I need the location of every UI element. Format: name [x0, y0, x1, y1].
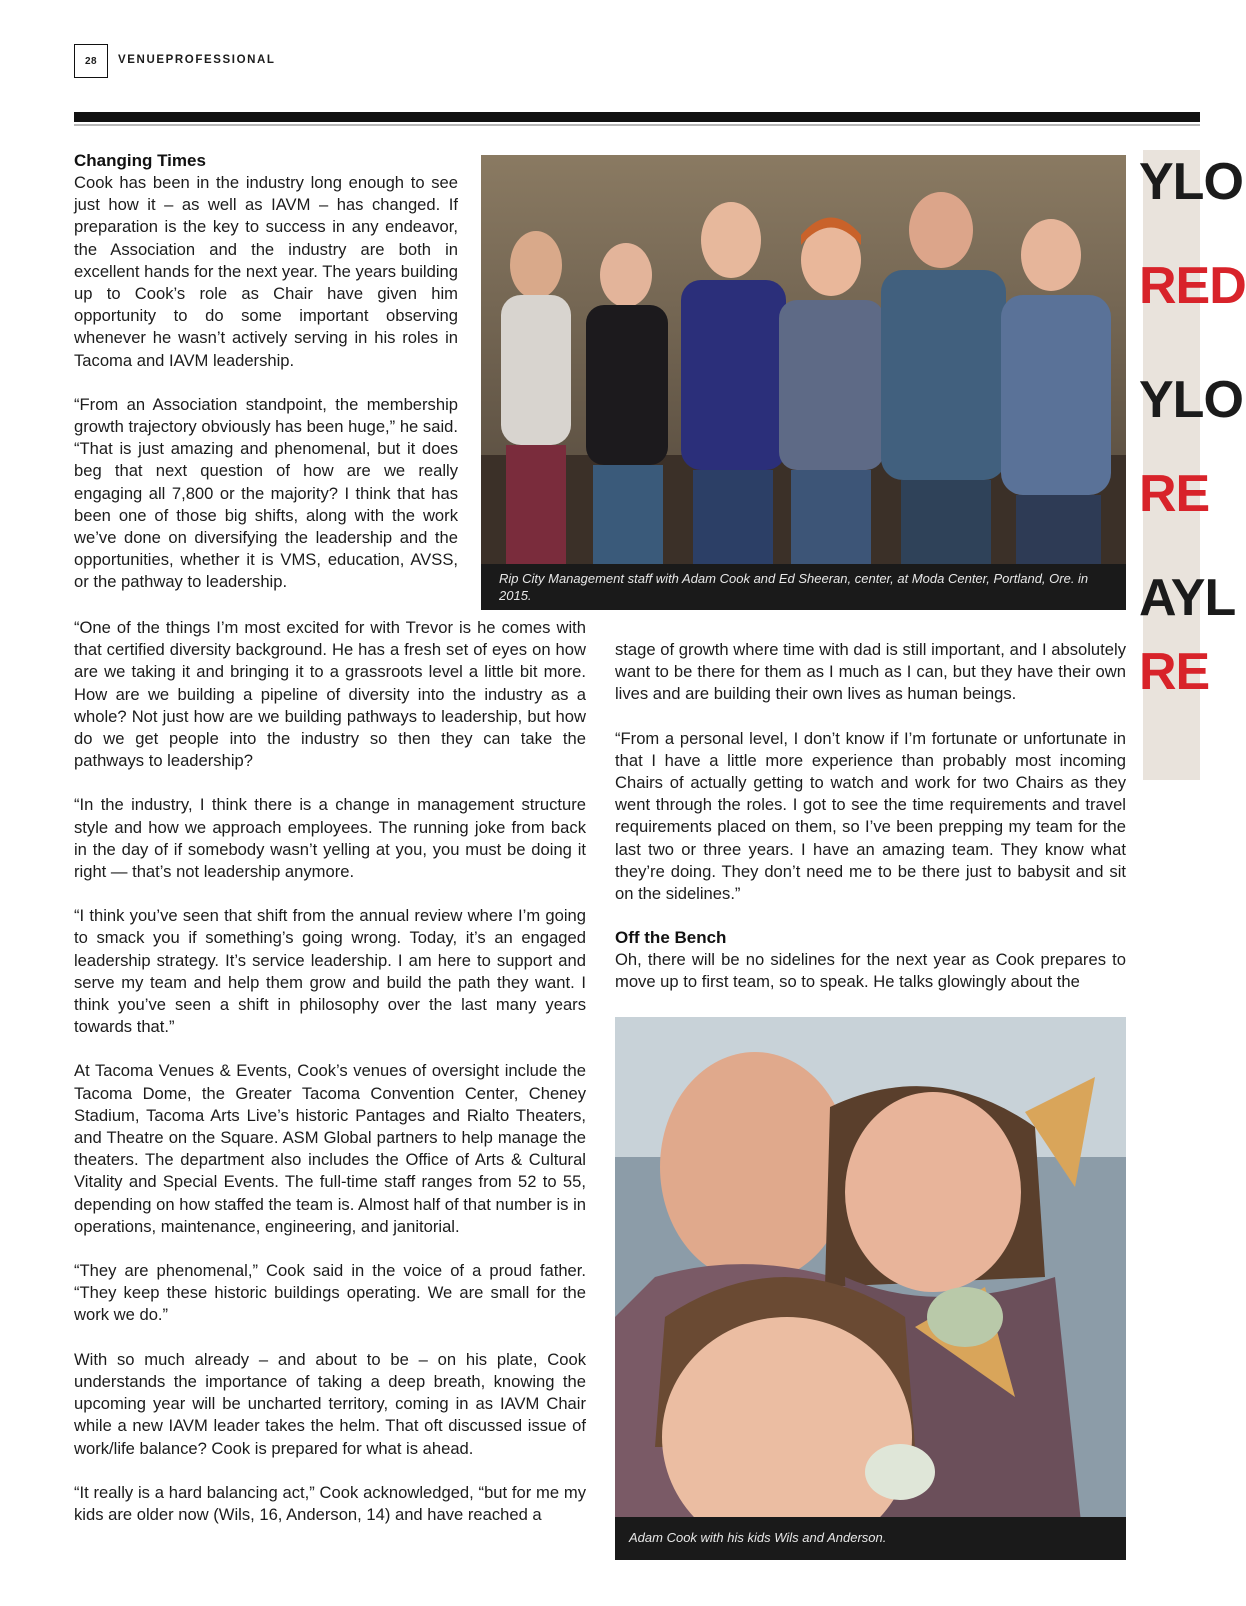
paragraph: “From a personal level, I don’t know if I’m fortunate or unfortunate in that I have a little more experience than probably most incoming Chairs of actually getting to watch and work for two Chairs as they went through the roles. I got to see the time requirements and travel requirements placed on them, so I’ve been prepping my team for the last two or three years. I have an amazing team. They know what they’re doing. They don’t need me to be there just to babysit and sit on the sidelines.”	[615, 728, 1126, 904]
left-column-bottom	[74, 617, 586, 1526]
banner-text: RE	[1139, 643, 1210, 701]
banner-text: YLO	[1139, 371, 1243, 429]
page-number: 28	[74, 44, 108, 78]
paragraph: Oh, there will be no sidelines for the next year as Cook prepares to move up to first team, so to speak. He talks glowingly about the	[615, 950, 1126, 992]
paragraph: stage of growth where time with dad is still important, and I absolutely want to be there for them as I much as I can, but they have their own lives and are building their own lives as human beings.	[615, 640, 1126, 704]
banner-text: YLO	[1139, 153, 1243, 211]
masthead	[118, 53, 276, 67]
right-column	[615, 639, 1126, 994]
photo-caption-top: Rip City Management staff with Adam Cook and Ed Sheeran, center, at Moda Center, Portland, Ore. in 2015.	[481, 564, 1126, 610]
header-rule-thin	[74, 124, 1200, 126]
banner-text: RED	[1139, 257, 1246, 315]
selfie-photo-illustration	[615, 1017, 1126, 1560]
section-heading-off-the-bench: Off the Bench	[615, 928, 727, 948]
header-rule-thick	[74, 112, 1200, 122]
paragraph: “It really is a hard balancing act,” Cook acknowledged, “but for me my kids are older now (Wils, 16, Anderson, 14) and have reached a	[74, 1482, 586, 1524]
paragraph: “I think you’ve seen that shift from the annual review where I’m going to smack you if something’s going wrong. Today, it’s an engaged leadership strategy. It’s service leadership. I am here to support and serve my team and help them grow and build the path they want. I think you’ve seen a shift in philosophy over the last many years towards that.”	[74, 906, 586, 1037]
paragraph	[74, 617, 586, 772]
paragraph: Cook has been in the industry long enough to see just how it – as well as IAVM – has changed. If preparation is the key to success in any endeavor, the Association and the industry are both in excellent hands for the next year. The years building up to Cook’s role as Chair have given him opportunity to do some important observing whenever he wasn’t actively serving in his roles in Tacoma and IAVM leadership.	[74, 173, 458, 370]
paragraph: “From an Association standpoint, the membership growth trajectory obviously has been huge,” he said. “That is just amazing and phenomenal, but it does beg that next question of how are we really engaging all 7,800 or the majority? I think that has been one of those big shifts, along with the work we’ve done on diversifying the leadership and the opportunities, whether it is VMS, education, AVSS, or the pathway to leadership.	[74, 394, 458, 592]
masthead-professional: PROFESSIONAL	[165, 54, 276, 66]
paragraph: With so much already – and about to be – on his plate, Cook understands the importance of taking a deep breath, knowing the upcoming year will be uncharted territory, coming in as IAVM Chair while a new IAVM leader takes the helm. That oft discussed issue of work/life balance? Cook is prepared for what is ahead.	[74, 1349, 586, 1458]
photo-cook-with-kids	[615, 1017, 1126, 1560]
photo-caption-bottom: Adam Cook with his kids Wils and Anderson.	[615, 1517, 1126, 1560]
paragraph: “They are phenomenal,” Cook said in the voice of a proud father. “They keep these historic buildings operating. We are small for the work we do.”	[74, 1261, 586, 1325]
group-photo-illustration	[481, 155, 1126, 610]
left-column-top	[74, 150, 458, 594]
side-banner-image	[1139, 150, 1246, 780]
paragraph: At Tacoma Venues & Events, Cook’s venues of oversight include the Tacoma Dome, the Greater Tacoma Convention Center, Cheney Stadium, Tacoma Arts Live’s historic Pantages and Rialto Theaters, and Theatre on the Square. ASM Global partners to help manage the theaters. The department also includes the Office of Arts & Cultural Vitality and Special Events. The full-time staff ranges from 52 to 55, depending on how staffed the team is. Almost half of that number is in operations, maintenance, engineering, and janitorial.	[74, 1061, 586, 1236]
section-heading-changing-times: Changing Times	[74, 151, 206, 170]
paragraph-text: “One of the things I’m most excited for with Trevor is he comes with that certified diversity background. He has a fresh set of eyes on how are we taking it and bringing it to a grassroots level a little bit more. How are we building a pipeline of diversity into the industry as a whole? Not just how are we building pathways to leadership, but how do we get people into the industry so then they can take the pathways to leadership?	[74, 618, 586, 771]
photo-group-with-ed-sheeran	[481, 155, 1126, 610]
banner-text: AYL	[1139, 569, 1236, 627]
paragraph: “In the industry, I think there is a change in management structure style and how we approach employees. The running joke from back in the day of if somebody wasn’t yelling at you, you must be doing it right — that’s not leadership anymore.	[74, 795, 586, 882]
masthead-venue: VENUE	[118, 54, 166, 66]
banner-text: RE	[1139, 465, 1210, 523]
